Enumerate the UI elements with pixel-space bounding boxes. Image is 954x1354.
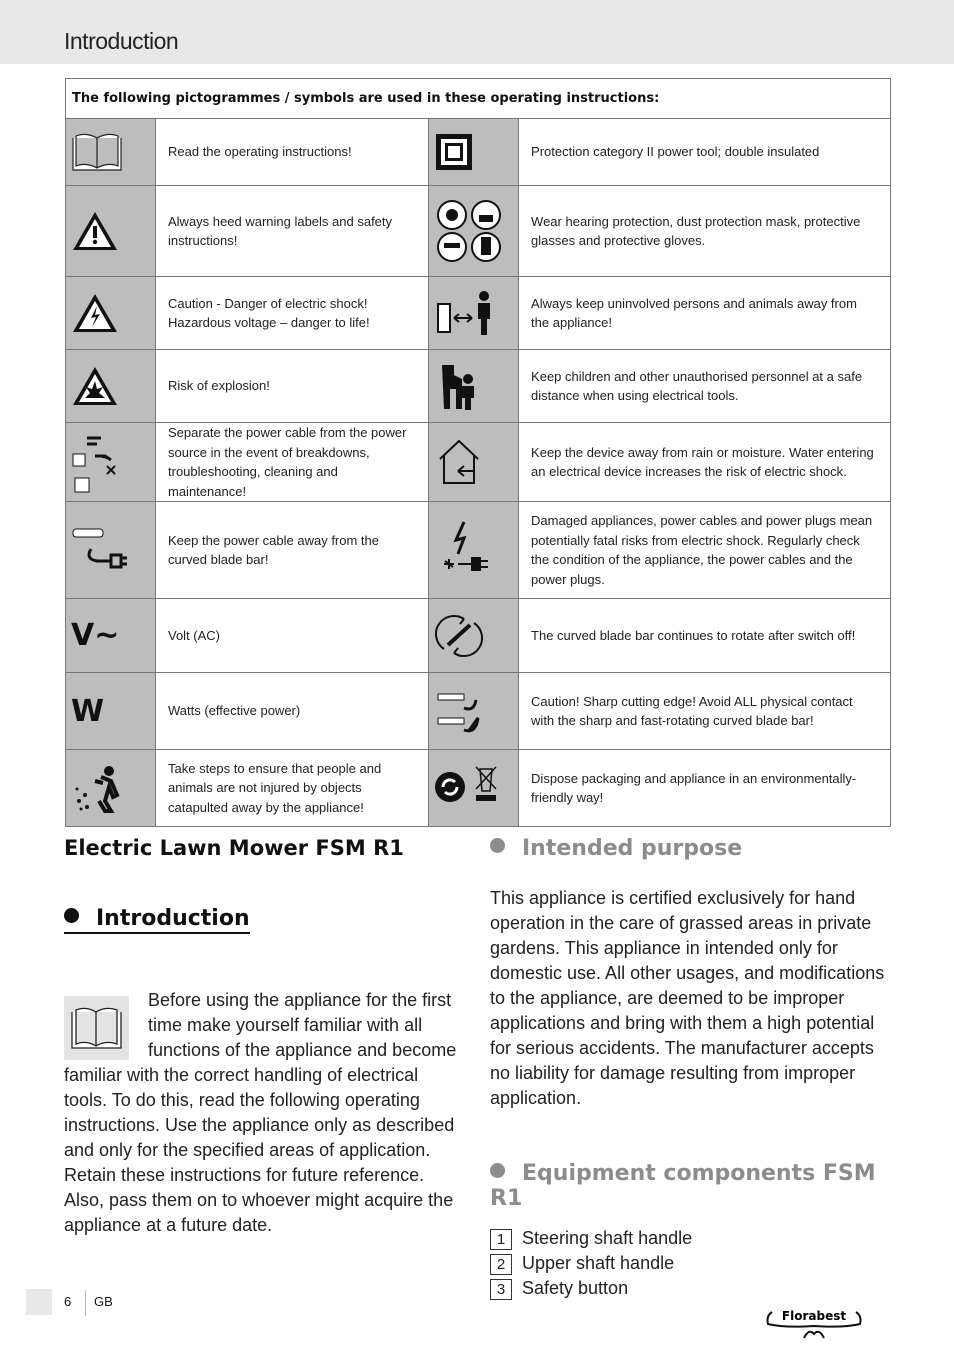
component-label: Upper shaft handle <box>522 1253 675 1273</box>
symbol-description: Dispose packaging and appliance in an environmentally-friendly way! <box>519 750 891 827</box>
symbol-description: Separate the power cable from the power source in the event of breakdowns, troubleshooting, cleaning and maintenance! <box>156 423 429 502</box>
table-row <box>66 186 891 277</box>
keep-away-persons-icon <box>434 288 518 338</box>
table-row <box>66 423 891 502</box>
protective-equipment-icon <box>434 199 518 263</box>
component-item <box>490 1251 890 1276</box>
section-title: Introduction <box>96 906 250 931</box>
warning-triangle-icon <box>71 210 155 252</box>
table-row <box>66 119 891 186</box>
component-label: Steering shaft handle <box>522 1228 693 1248</box>
symbol-description: Keep the device away from rain or moisture. Water entering an electrical device increases the risk of electric shock. <box>519 423 891 502</box>
table-row <box>66 599 891 673</box>
component-number: 3 <box>490 1279 512 1300</box>
symbol-description: Always keep uninvolved persons and animals away from the appliance! <box>519 277 891 350</box>
introduction-body: Before using the appliance for the first time make yourself familiar with all functions of the appliance and become familiar with the correct handling of electrical tools. To do this, read the following operating instructions. Use the appliance only as described and only for the specified areas of application. Retain these instructions for future reference. Also, pass them on to whoever might acquire the appliance at a future date. <box>64 990 457 1235</box>
symbol-description: Volt (AC) <box>156 599 429 673</box>
component-item <box>490 1226 890 1251</box>
right-column <box>490 836 890 1301</box>
symbol-description: Damaged appliances, power cables and power plugs mean potentially fatal risks from electric shock. Regularly check the condition of the appliance, the power cables and the power plugs. <box>519 502 891 599</box>
table-row <box>66 750 891 827</box>
symbol-description: Watts (effective power) <box>156 673 429 750</box>
components-list <box>490 1226 890 1301</box>
symbol-description: Wear hearing protection, dust protection mask, protective glasses and protective gloves. <box>519 186 891 277</box>
symbol-description: Caution! Sharp cutting edge! Avoid ALL physical contact with the sharp and fast-rotating curved blade bar! <box>519 673 891 750</box>
cable-blade-icon <box>71 525 155 575</box>
language-code: GB <box>94 1294 113 1309</box>
svg-text:Florabest: Florabest <box>781 1309 847 1323</box>
damaged-cable-icon <box>434 518 518 582</box>
symbol-description: Keep children and other unauthorised personnel at a safe distance when using electrical tools. <box>519 350 891 423</box>
symbol-description: Keep the power cable away from the curved blade bar! <box>156 502 429 599</box>
sharp-blade-icon <box>434 684 518 738</box>
recycling-icon <box>434 763 518 813</box>
rotating-blade-icon <box>434 611 518 661</box>
product-title: Electric Lawn Mower FSM R1 <box>64 836 404 860</box>
component-label: Safety button <box>522 1278 629 1298</box>
table-title: The following pictogrammes / symbols are used in these operating instructions: <box>66 79 891 119</box>
page-number: 6 <box>64 1294 72 1309</box>
section-heading-components: Equipment components FSM R1 <box>490 1161 876 1211</box>
page-header <box>0 0 954 64</box>
component-item <box>490 1276 890 1301</box>
table-row <box>66 277 891 350</box>
unplug-icon <box>71 430 155 494</box>
symbol-description: The curved blade bar continues to rotate after switch off! <box>519 599 891 673</box>
footer-tab <box>26 1289 52 1315</box>
table-row <box>66 673 891 750</box>
intended-purpose-body: This appliance is certified exclusively for hand operation in the care of grassed areas in private gardens. This appliance in intended only for domestic use. All other usages, and modifications to the appliance, are deemed to be improper applications and bring with them a high potential for serious accidents. The manufacturer accepts no liability for damage resulting from improper application. <box>490 888 885 1108</box>
keep-children-away-icon <box>434 359 518 413</box>
footer-divider <box>85 1290 86 1316</box>
left-column <box>64 836 464 1235</box>
section-heading-intended-purpose: Intended purpose <box>490 836 890 861</box>
book-icon <box>71 132 155 172</box>
florabest-logo <box>764 1306 864 1342</box>
section-heading-introduction <box>64 906 250 934</box>
watts-icon: W <box>71 693 105 729</box>
pictogram-table <box>65 78 891 827</box>
electric-shock-icon <box>71 292 155 334</box>
flying-objects-icon <box>71 761 155 815</box>
house-rain-icon <box>434 437 518 487</box>
symbol-description: Risk of explosion! <box>156 350 429 423</box>
component-number: 1 <box>490 1229 512 1250</box>
symbol-description: Take steps to ensure that people and animals are not injured by objects catapulted away by the appliance! <box>156 750 429 827</box>
symbol-description: Protection category II power tool; double insulated <box>519 119 891 186</box>
page-title: Introduction <box>64 28 179 54</box>
explosion-icon <box>71 365 155 407</box>
symbol-description: Caution - Danger of electric shock! Hazardous voltage – danger to life! <box>156 277 429 350</box>
volt-ac-icon: V~ <box>71 618 120 653</box>
component-number: 2 <box>490 1254 512 1275</box>
bullet-icon <box>64 908 79 923</box>
table-row <box>66 350 891 423</box>
symbol-description: Always heed warning labels and safety instructions! <box>156 186 429 277</box>
symbol-description: Read the operating instructions! <box>156 119 429 186</box>
table-row <box>66 502 891 599</box>
double-insulation-icon <box>434 132 518 172</box>
